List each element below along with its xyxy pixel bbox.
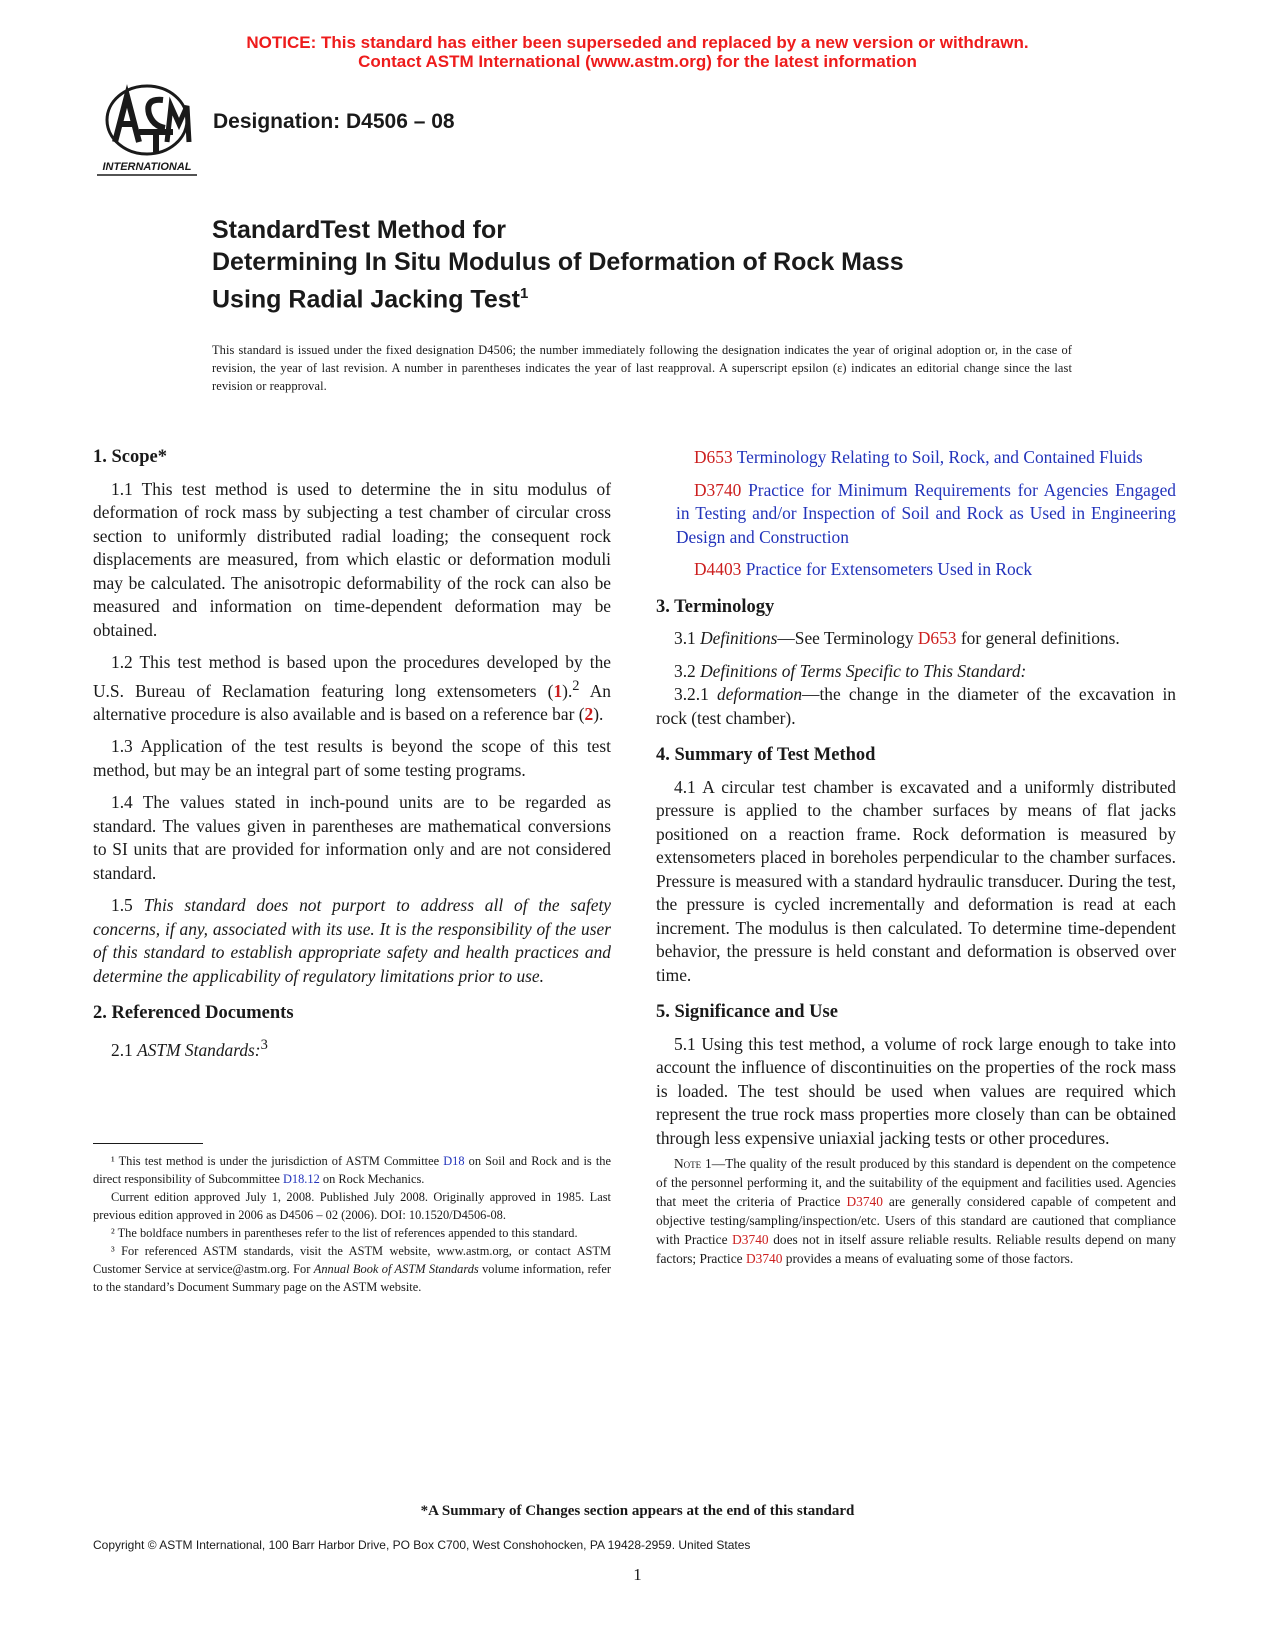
note-1-a: —The quality of the result produced by this standard is dependent on the competence of the personnel performing it, and the suitability of the equipment and facilities used. Agencies that meet the criteria of Practice: [656, 1156, 1176, 1209]
summary-of-changes-notice: *A Summary of Changes section appears at the end of this standard: [420, 1503, 855, 1519]
terminology-3-1-b: for general definitions.: [956, 628, 1120, 648]
issued-note: This standard is issued under the fixed designation D4506; the number immediately following the designation indicates the year of original adoption or, in the case of revision, the year of last revision. A number in parentheses indicates the year of last reapproval. A superscript epsilon (ε) indicates an editorial change since the last revision or reapproval.: [212, 343, 1072, 393]
committee-link[interactable]: D18: [443, 1154, 465, 1168]
scope-heading: 1. Scope*: [93, 447, 167, 467]
footnote-mark-2: 2: [572, 677, 580, 694]
terminology-3-2-1: [656, 683, 1176, 730]
footnote-3-a: ³ For referenced ASTM standards, visit the ASTM website, www.astm.org, or contact ASTM Customer Service at service@astm.org. For: [93, 1244, 611, 1276]
ref-code-d4403[interactable]: D4403: [694, 559, 742, 579]
subcommittee-link[interactable]: D18.12: [282, 1172, 320, 1186]
referenced-standards-list: [656, 446, 1176, 582]
note-d3740-link-3[interactable]: D3740: [745, 1251, 783, 1266]
terminology-3-2-text: Definitions of Terms Specific to This Standard:: [700, 660, 1027, 681]
note-1: [656, 1154, 1176, 1268]
referenced-2-1-text: ASTM Standards:: [137, 1039, 261, 1060]
terminology-3-1-num: 3.1: [674, 628, 701, 648]
footnote-3-italic: Annual Book of ASTM Standards: [313, 1262, 479, 1276]
scope-1-2-d: ).: [593, 703, 604, 724]
notice-line-2: Contact ASTM International (www.astm.org) for the latest information: [358, 52, 917, 71]
footnote-rule: [93, 1143, 203, 1144]
significance-5-1: 5.1 Using this test method, a volume of rock large enough to take into account the influence of discontinuities on the properties of the rock mass is loaded. The test should be used when values are required which represent the true rock mass properties more closely than can be obtained through less expensive uniaxial jacking tests or other procedures.: [656, 1033, 1176, 1148]
summary-method-heading: 4. Summary of Test Method: [656, 745, 876, 765]
ref-title-d3740[interactable]: Practice for Minimum Requirements for Agencies Engaged in Testing and/or Inspection of Soil and Rock as Used in Engineering Design and Construction: [676, 479, 1176, 547]
note-1-d: provides a means of evaluating some of those factors.: [782, 1251, 1074, 1266]
withdrawal-notice: [0, 33, 1275, 71]
referenced-documents-heading: 2. Referenced Documents: [93, 1003, 294, 1024]
right-column: [656, 446, 1176, 1277]
footnote-1-b: on Soil and Rock and is the direct responsibility of Subcommittee: [93, 1154, 611, 1186]
title-line-3-text: Using Radial Jacking Test: [212, 285, 520, 314]
ref-item-d3740[interactable]: [656, 479, 1176, 550]
title-line-3: [212, 278, 1112, 315]
reference-link-1[interactable]: 1: [553, 680, 563, 701]
footnote-3: [93, 1242, 611, 1296]
ref-title-d653[interactable]: Terminology Relating to Soil, Rock, and Contained Fluids: [732, 447, 1143, 467]
footnote-2: ² The boldface numbers in parentheses refer to the list of references appended to this standard.: [111, 1226, 578, 1240]
footnotes: [93, 1152, 611, 1296]
designation: Designation: D4506 – 08: [213, 110, 455, 133]
title-footnote-mark: 1: [519, 285, 529, 302]
reference-link-2[interactable]: 2: [584, 703, 594, 724]
copyright: Copyright © ASTM International, 100 Barr Harbor Drive, PO Box C700, West Conshohocken, PA 19428-2959. United States: [93, 1538, 751, 1552]
note-d3740-link-1[interactable]: D3740: [846, 1194, 883, 1209]
ref-code-d3740[interactable]: D3740: [694, 479, 742, 500]
scope-1-5: [93, 894, 611, 988]
terminology-3-2: [656, 660, 1176, 684]
terminology-d653-link[interactable]: D653: [917, 628, 957, 648]
terminology-3-2-1-text: —the change in the diameter of the excavation in rock (test chamber).: [656, 684, 1176, 728]
ref-code-d653[interactable]: D653: [694, 447, 733, 467]
footnote-1-edition: Current edition approved July 1, 2008. Published July 2008. Originally approved in 1985. Last previous edition approved in 2006 as D4506 – 02 (2006). DOI: 10.1520/D4506-08.: [93, 1190, 611, 1222]
logo-text: INTERNATIONAL: [102, 161, 192, 173]
ref-item-d653[interactable]: [656, 446, 1176, 470]
page-number: 1: [633, 1565, 642, 1584]
document-title: [212, 214, 1112, 315]
notice-line-1: NOTICE: This standard has either been superseded and replaced by a new version or withdrawn.: [246, 33, 1029, 52]
referenced-2-1: [93, 1034, 611, 1062]
terminology-3-1-term: Definitions: [700, 628, 778, 648]
referenced-2-1-num: 2.1: [111, 1039, 138, 1060]
significance-heading: 5. Significance and Use: [656, 1002, 838, 1022]
footnote-1-c: on Rock Mechanics.: [319, 1172, 425, 1186]
scope-1-2-a: 1.2 This test method is based upon the procedures developed by the U.S. Bureau of Reclamation featuring long extensometers (: [93, 652, 611, 701]
scope-1-5-text: This standard does not purport to address all of the safety concerns, if any, associated with its use. It is the responsibility of the user of this standard to establish appropriate safety and health practices and determine the applicability of regulatory limitations prior to use.: [93, 895, 611, 986]
note-1-c: does not in itself assure reliable results. Reliable results depend on many factors; Practice: [656, 1232, 1176, 1266]
terminology-3-2-1-num: 3.2.1: [674, 684, 718, 704]
footnote-1-a: ¹ This test method is under the jurisdiction of ASTM Committee: [111, 1154, 444, 1168]
terminology-3-1: [656, 627, 1176, 651]
left-column: [93, 446, 611, 1071]
title-line-1: StandardTest Method for: [212, 216, 506, 244]
note-1-b: are generally considered capable of competent and objective testing/sampling/inspection/etc. Users of this standard are cautioned that compliance with Practice: [656, 1194, 1177, 1247]
astm-logo-icon: [93, 84, 201, 180]
terminology-3-1-a: —See Terminology: [777, 628, 918, 648]
scope-1-2: [93, 651, 611, 726]
scope-1-2-b: ).: [562, 680, 573, 701]
scope-1-5-num: 1.5: [111, 895, 144, 916]
scope-1-4: 1.4 The values stated in inch-pound units are to be regarded as standard. The values given in parentheses are mathematical conversions to SI units that are provided for information only and are not considered standard.: [93, 792, 611, 883]
terminology-heading: 3. Terminology: [656, 596, 775, 617]
note-1-label: Note 1: [674, 1156, 712, 1171]
scope-1-2-c: An alternative procedure is also available and is based on a reference bar (: [93, 680, 611, 724]
note-d3740-link-2[interactable]: D3740: [732, 1232, 769, 1247]
terminology-3-2-1-term: deformation: [717, 684, 803, 704]
title-line-2: Determining In Situ Modulus of Deformation of Rock Mass: [212, 248, 904, 276]
ref-item-d4403[interactable]: [656, 558, 1176, 582]
footnote-mark-3: 3: [260, 1036, 268, 1053]
terminology-3-2-num: 3.2: [674, 660, 701, 681]
footnote-3-b: volume information, refer to the standard’s Document Summary page on the ASTM website.: [93, 1262, 611, 1294]
scope-1-3: 1.3 Application of the test results is beyond the scope of this test method, but may be an integral part of some testing programs.: [93, 736, 611, 780]
ref-title-d4403[interactable]: Practice for Extensometers Used in Rock: [741, 559, 1033, 579]
scope-1-1: 1.1 This test method is used to determine the in situ modulus of deformation of rock mass by subjecting a test chamber of circular cross section to uniformly distributed radial loading; the consequent rock displacements are measured, from which elastic or deformation moduli may be calculated. The anisotropic deformability of the rock can also be measured and information on time-dependent deformation may be obtained.: [93, 478, 611, 640]
summary-4-1: 4.1 A circular test chamber is excavated and a uniformly distributed pressure is applied to the chamber surfaces by means of flat jacks positioned on a reaction frame. Rock deformation is measured by extensometers placed in boreholes perpendicular to the chamber surfaces. Pressure is measured with a standard hydraulic transducer. During the test, the pressure is cycled incrementally and deformation is read at each increment. The modulus is then calculated. To determine time-dependent behavior, the pressure is held constant and deformation is observed over time.: [656, 776, 1176, 985]
footnote-1: [93, 1152, 611, 1188]
